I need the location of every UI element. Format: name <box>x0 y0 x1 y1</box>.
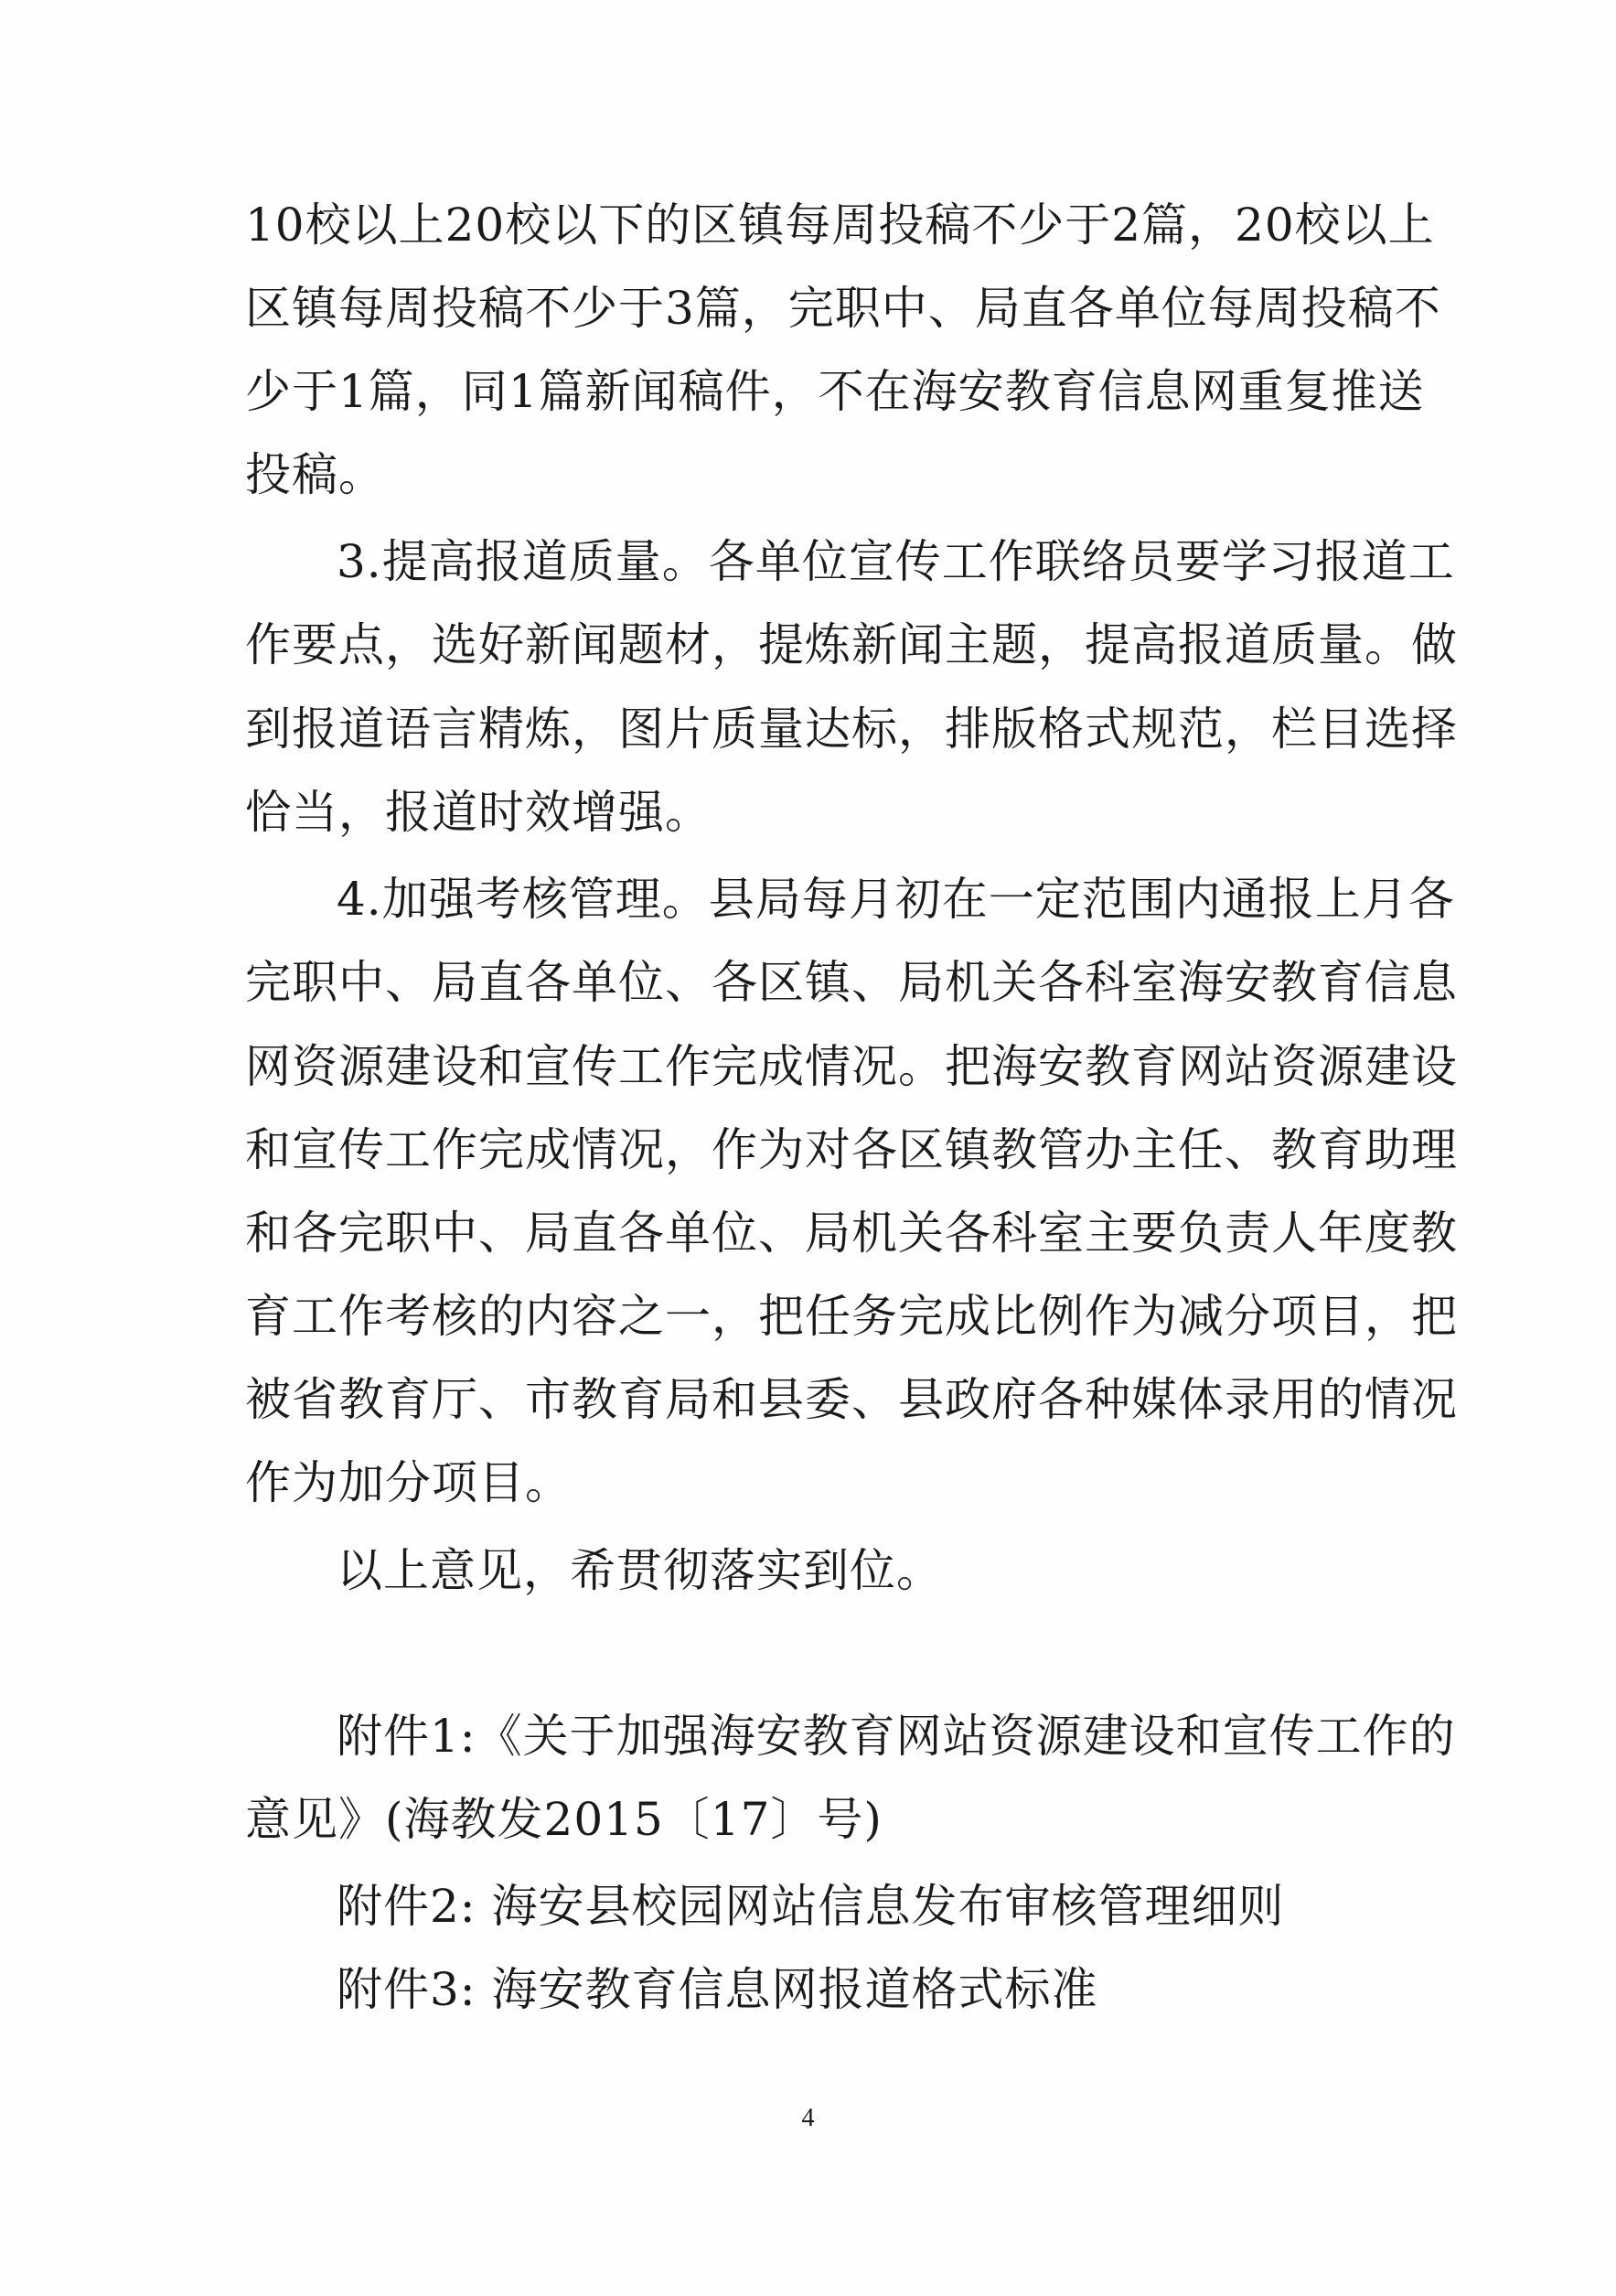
page-number: 4 <box>801 2104 815 2132</box>
text-line: 被省教育厅、市教育局和县委、县政府各种媒体录用的情况 <box>245 1373 1458 1426</box>
text-line: 作要点，选好新闻题材，提炼新闻主题，提高报道质量。做 <box>245 618 1458 671</box>
text-line: 4.加强考核管理。县局每月初在一定范围内通报上月各 <box>337 873 1455 926</box>
attachment-line: 附件3: 海安教育信息网报道格式标准 <box>337 1963 1098 2016</box>
text-line: 育工作考核的内容之一，把任务完成比例作为减分项目，把 <box>245 1290 1458 1343</box>
text-line: 3.提高报道质量。各单位宣传工作联络员要学习报道工 <box>337 535 1455 588</box>
text-line: 恰当，报道时效增强。 <box>245 786 712 839</box>
text-line: 投稿。 <box>245 448 385 501</box>
text-line: 10校以上20校以下的区镇每周投稿不少于2篇，20校以上 <box>245 198 1435 252</box>
attachment-line: 附件2: 海安县校园网站信息发布审核管理细则 <box>337 1880 1285 1933</box>
text-line: 网资源建设和宣传工作完成情况。把海安教育网站资源建设 <box>245 1040 1458 1093</box>
text-line: 少于1篇，同1篇新闻稿件，不在海安教育信息网重复推送 <box>245 365 1425 418</box>
text-line: 以上意见，希贯彻落实到位。 <box>337 1544 943 1597</box>
attachment-line: 附件1:《关于加强海安教育网站资源建设和宣传工作的 <box>337 1710 1456 1763</box>
attachment-line: 意见》(海教发2015〔17〕号) <box>245 1793 883 1846</box>
text-line: 区镇每周投稿不少于3篇，完职中、局直各单位每周投稿不 <box>245 282 1441 335</box>
text-line: 到报道语言精炼，图片质量达标，排版格式规范，栏目选择 <box>245 703 1458 756</box>
text-line: 完职中、局直各单位、各区镇、局机关各科室海安教育信息 <box>245 956 1458 1009</box>
text-line: 和宣传工作完成情况，作为对各区镇教管办主任、教育助理 <box>245 1123 1458 1176</box>
text-line: 作为加分项目。 <box>245 1456 572 1509</box>
text-line: 和各完职中、局直各单位、局机关各科室主要负责人年度教 <box>245 1207 1458 1260</box>
